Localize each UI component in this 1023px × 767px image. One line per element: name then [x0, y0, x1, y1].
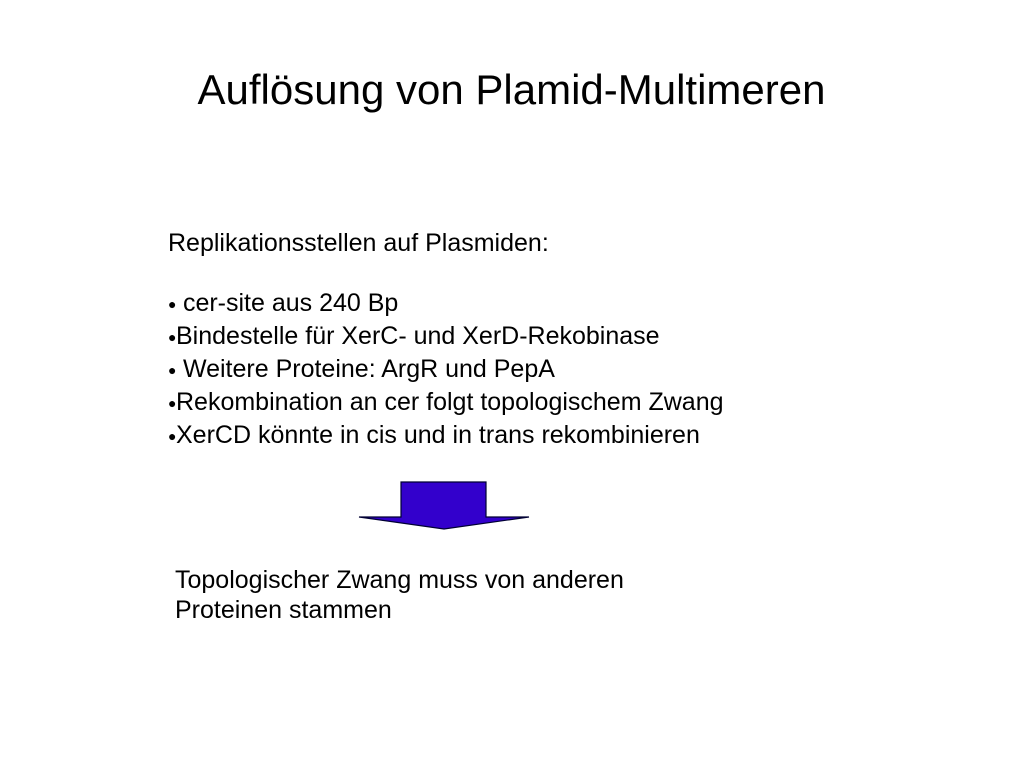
list-item — [168, 354, 724, 387]
bullet-dot-icon: ● — [168, 395, 177, 411]
bullet-dot-icon: ● — [168, 428, 177, 444]
conclusion-text — [175, 565, 775, 625]
down-arrow-shape — [359, 482, 529, 529]
list-item — [168, 288, 724, 321]
list-item — [168, 420, 724, 453]
conclusion-line: Topologischer Zwang muss von anderen — [175, 566, 624, 594]
bullet-text: Rekombination an cer folgt topologischem Zwang — [176, 388, 724, 416]
bullet-list — [168, 288, 724, 453]
bullet-dot-icon: ● — [168, 329, 177, 345]
bullet-text: Bindestelle für XerC- und XerD-Rekobinase — [176, 322, 660, 350]
intro-text: Replikationsstellen auf Plasmiden: — [168, 229, 549, 257]
list-item — [168, 321, 724, 354]
spacer — [168, 258, 724, 288]
bullet-text: cer-site aus 240 Bp — [176, 289, 399, 317]
down-arrow-icon — [357, 481, 531, 531]
bullet-dot-icon: ● — [168, 296, 177, 312]
content-block — [168, 228, 724, 453]
conclusion-line: Proteinen stammen — [175, 596, 392, 624]
slide-title: Auflösung von Plamid-Multimeren — [197, 66, 826, 113]
list-item — [168, 387, 724, 420]
bullet-text: XerCD könnte in cis und in trans rekombinieren — [176, 421, 700, 449]
bullet-dot-icon: ● — [168, 362, 177, 378]
bullet-text: Weitere Proteine: ArgR und PepA — [176, 355, 555, 383]
